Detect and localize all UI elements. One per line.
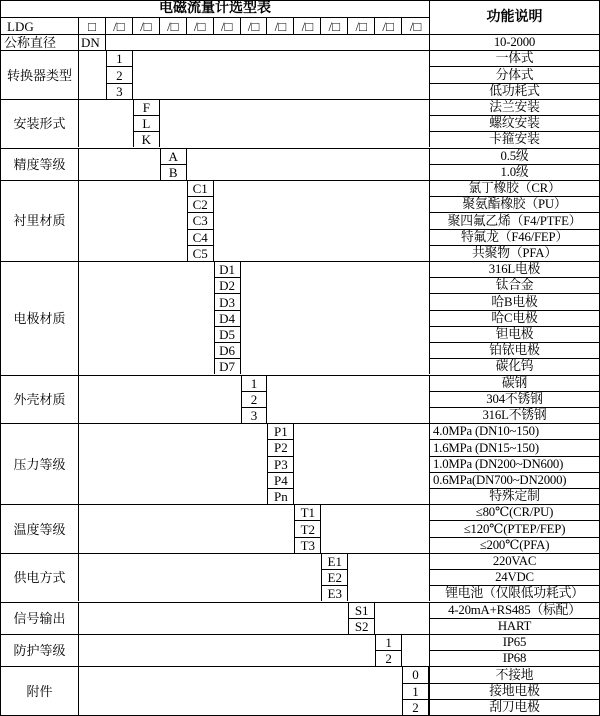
section-label: 安装形式: [1, 100, 79, 148]
code-cell: D6: [214, 343, 241, 359]
code-cell: C5: [187, 246, 214, 261]
section-band: [1, 50, 599, 99]
section-band: [1, 602, 599, 634]
code-cell: B: [160, 165, 187, 180]
code-cell: 2: [241, 392, 268, 408]
code-cell: S1: [348, 603, 375, 619]
model-segment-box: /□: [133, 18, 160, 34]
function-cell: 哈C电极: [429, 311, 599, 327]
code-cell: A: [160, 149, 187, 165]
function-cell: 共聚物（PFA）: [429, 246, 599, 261]
function-cell: 法兰安装: [429, 100, 599, 116]
function-cell: 刮刀电极: [429, 700, 599, 715]
section-band: [1, 634, 599, 666]
code-cell: T2: [294, 521, 321, 537]
function-cell: 钛合金: [429, 278, 599, 294]
function-cell: 316L不锈钢: [429, 408, 599, 423]
function-cell: 分体式: [429, 67, 599, 83]
model-segment-box: /□: [241, 18, 268, 34]
code-cell: P1: [267, 424, 294, 440]
code-cell: P3: [267, 457, 294, 473]
code-cell: L: [133, 116, 160, 132]
code-cell: C3: [187, 213, 214, 229]
function-cell: 特氟龙（F46/FEP）: [429, 230, 599, 246]
section-label: 衬里材质: [1, 181, 79, 261]
function-cell: 316L电极: [429, 262, 599, 278]
section-band: [1, 180, 599, 261]
code-cell: S2: [348, 619, 375, 634]
code-cell: D5: [214, 327, 241, 343]
function-cell: 低功耗式: [429, 84, 599, 99]
function-cell: 1.0MPa (DN200~DN600): [429, 457, 599, 473]
section-band: [1, 261, 599, 375]
header-band: [1, 1, 599, 34]
model-prefix-cell: LDG: [1, 18, 79, 34]
function-cell: ≤120℃(PTEP/FEP): [429, 521, 599, 537]
code-cell: 1: [106, 51, 133, 67]
function-cell: 碳化钨: [429, 359, 599, 374]
function-cell: 4-20mA+RS485（标配）: [429, 603, 599, 619]
code-cell: P4: [267, 473, 294, 489]
function-cell: 聚四氟乙烯（F4/PTFE）: [429, 213, 599, 229]
section-band: [1, 504, 599, 553]
section-label: 外壳材质: [1, 376, 79, 424]
function-cell: 304不锈钢: [429, 392, 599, 408]
function-cell: 0.5级: [429, 149, 599, 165]
code-cell: T3: [294, 538, 321, 553]
function-cell: 碳钢: [429, 376, 599, 392]
function-cell: 聚氨酯橡胶（PU）: [429, 197, 599, 213]
function-cell: 0.6MPa(DN700~DN2000): [429, 473, 599, 489]
section-label: 压力等级: [1, 424, 79, 504]
function-cell: IP68: [429, 651, 599, 666]
section-band: [1, 553, 599, 602]
function-cell: 锂电池（仅限低功耗式）: [429, 586, 599, 601]
section-label: 供电方式: [1, 554, 79, 602]
section-label: 精度等级: [1, 149, 79, 180]
model-segment-box: /□: [348, 18, 375, 34]
code-cell: D2: [214, 278, 241, 294]
code-cell: C1: [187, 181, 214, 197]
table-title: 电磁流量计选型表: [1, 1, 429, 18]
section-band: [1, 423, 599, 504]
function-cell: 铂铱电极: [429, 343, 599, 359]
code-cell: 2: [402, 700, 429, 715]
section-band: [1, 148, 599, 180]
function-cell: 哈B电极: [429, 294, 599, 310]
function-cell: 螺纹安装: [429, 116, 599, 132]
model-segment-box: /□: [160, 18, 187, 34]
code-cell: F: [133, 100, 160, 116]
section-label: 温度等级: [1, 505, 79, 553]
code-cell: E1: [321, 554, 348, 570]
nominal-diameter-code: DN: [79, 35, 106, 50]
section-label: 附件: [1, 667, 79, 715]
code-cell: E2: [321, 570, 348, 586]
section-band: [1, 99, 599, 148]
code-cell: P2: [267, 440, 294, 456]
nominal-diameter-band: [1, 34, 599, 50]
code-cell: 0: [402, 667, 429, 683]
code-cell: 2: [106, 67, 133, 83]
code-cell: D3: [214, 294, 241, 310]
nominal-diameter-function: 10-2000: [429, 35, 599, 50]
function-cell: 一体式: [429, 51, 599, 67]
code-cell: D1: [214, 262, 241, 278]
function-cell: 220VAC: [429, 554, 599, 570]
model-segment-box: /□: [214, 18, 241, 34]
section-label: 电极材质: [1, 262, 79, 375]
code-cell: E3: [321, 586, 348, 601]
code-cell: D4: [214, 311, 241, 327]
function-cell: ≤80℃(CR/PU): [429, 505, 599, 521]
code-cell: D7: [214, 359, 241, 374]
function-description-header: 功能说明: [429, 1, 599, 34]
model-segment-box: /□: [294, 18, 321, 34]
function-cell: 卡箍安装: [429, 132, 599, 147]
function-cell: 4.0MPa (DN10~150): [429, 424, 599, 440]
function-cell: 1.6MPa (DN15~150): [429, 440, 599, 456]
function-cell: 接地电极: [429, 684, 599, 700]
code-cell: 3: [106, 84, 133, 99]
model-segment-box: /□: [321, 18, 348, 34]
code-cell: 1: [375, 635, 402, 651]
section-band: [1, 375, 599, 424]
section-label: 转换器类型: [1, 51, 79, 99]
code-cell: 3: [241, 408, 268, 423]
section-label: 防护等级: [1, 635, 79, 666]
function-cell: ≤200℃(PFA): [429, 538, 599, 553]
function-cell: IP65: [429, 635, 599, 651]
model-segment-box: /□: [267, 18, 294, 34]
model-segment-box: /□: [409, 18, 422, 34]
function-cell: 24VDC: [429, 570, 599, 586]
nominal-diameter-label: 公称直径: [1, 35, 79, 50]
function-cell: 钽电极: [429, 327, 599, 343]
function-cell: 氯丁橡胶（CR）: [429, 181, 599, 197]
code-cell: K: [133, 132, 160, 147]
code-cell: C4: [187, 230, 214, 246]
model-segment-box: /□: [187, 18, 214, 34]
code-cell: 1: [241, 376, 268, 392]
code-cell: 2: [375, 651, 402, 666]
section-band: [1, 666, 599, 715]
function-cell: 不接地: [429, 667, 599, 683]
code-cell: Pn: [267, 489, 294, 504]
model-digit-box: □: [79, 18, 106, 34]
code-cell: 1: [402, 684, 429, 700]
code-cell: C2: [187, 197, 214, 213]
model-segment-box: /□: [375, 18, 402, 34]
function-cell: HART: [429, 619, 599, 634]
function-cell: 特殊定制: [429, 489, 599, 504]
function-cell: 1.0级: [429, 165, 599, 180]
model-segment-box: /□: [106, 18, 133, 34]
code-cell: T1: [294, 505, 321, 521]
section-label: 信号输出: [1, 603, 79, 634]
